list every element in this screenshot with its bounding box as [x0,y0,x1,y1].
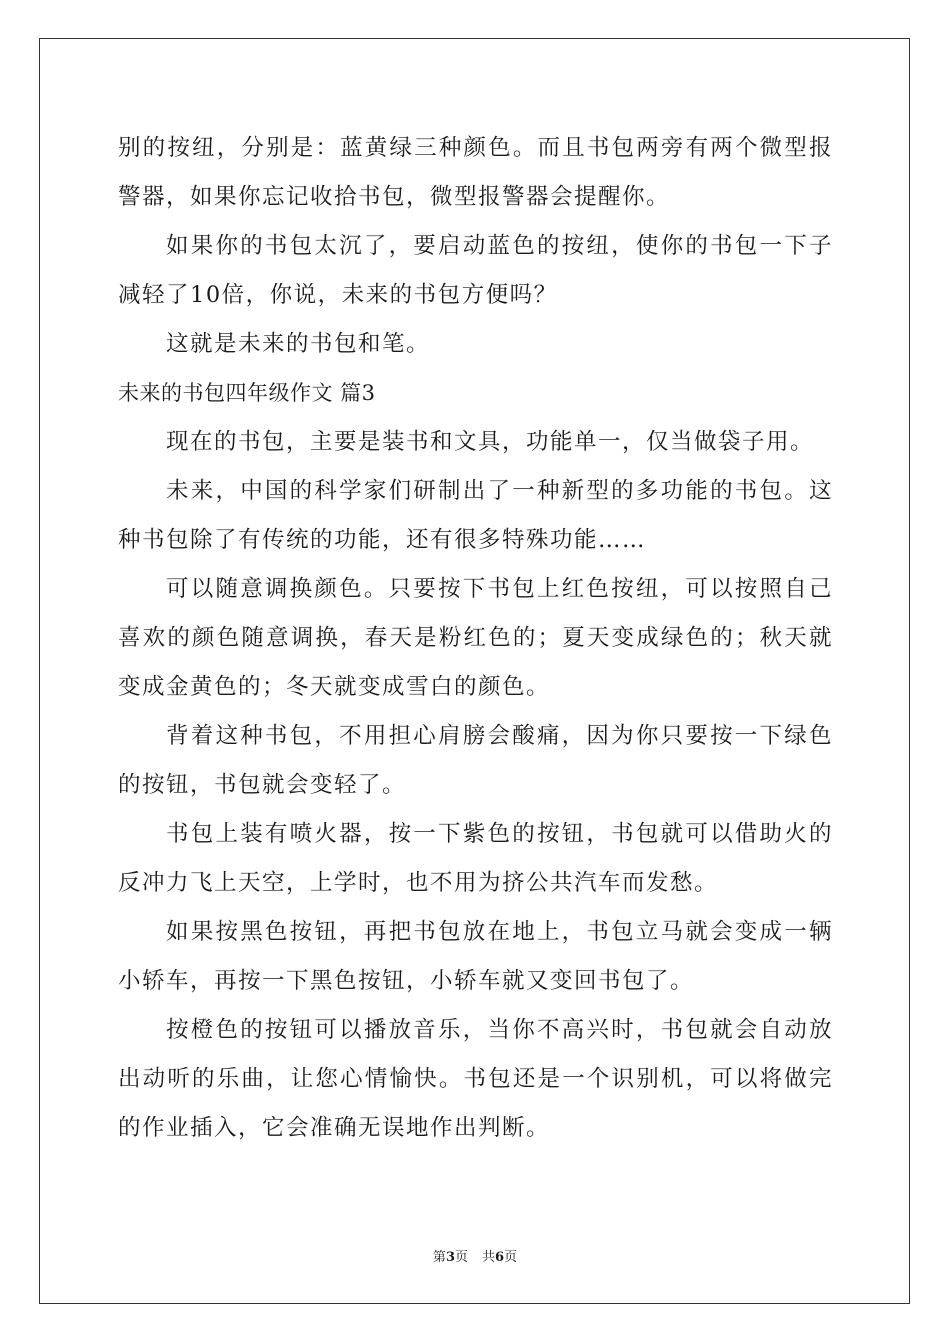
paragraph: 可以随意调换颜色。只要按下书包上红色按纽，可以按照自己喜欢的颜色随意调换，春天是粉红色的；夏天变成绿色的；秋天就变成金黄色的；冬天就变成雪白的颜色。 [118,576,833,700]
paragraph: 如果按黑色按钮，再把书包放在地上，书包立马就会变成一辆小轿车，再按一下黑色按钮，小轿车就又变回书包了。 [118,919,833,994]
section-heading: 未来的书包四年级作文 篇3 [118,381,376,405]
paragraph: 背着这种书包，不用担心肩膀会酸痛，因为你只要按一下绿色的按钮，书包就会变轻了。 [118,723,833,798]
paragraph: 按橙色的按钮可以播放音乐，当你不高兴时，书包就会自动放出动听的乐曲，让您心情愉快。书包还是一个识别机，可以将做完的作业插入，它会准确无误地作出判断。 [118,1017,833,1141]
paragraph: 书包上装有喷火器，按一下紫色的按钮，书包就可以借助火的反冲力飞上天空，上学时，也不用为挤公共汽车而发愁。 [118,821,833,896]
page-prefix: 第 [432,1250,446,1265]
document-body [118,124,833,1153]
page-footer [0,1246,950,1265]
total-suffix: 页 [504,1250,518,1265]
total-pages: 6 [495,1250,505,1265]
paragraph: 如果你的书包太沉了，要启动蓝色的按纽，使你的书包一下子减轻了10倍，你说，未来的书包方便吗？ [118,233,833,308]
paragraph: 这就是未来的书包和笔。 [166,331,431,357]
paragraph: 未来，中国的科学家们研制出了一种新型的多功能的书包。这种书包除了有传统的功能，还有很多特殊功能…… [118,478,833,553]
total-prefix: 共 [482,1250,496,1265]
paragraph: 现在的书包，主要是装书和文具，功能单一，仅当做袋子用。 [166,429,815,455]
page-suffix: 页 [454,1250,468,1265]
paragraph-continuation: 别的按纽，分别是：蓝黄绿三种颜色。而且书包两旁有两个微型报警器，如果你忘记收拾书包，微型报警器会提醒你。 [118,135,833,210]
page-number: 3 [445,1250,455,1265]
